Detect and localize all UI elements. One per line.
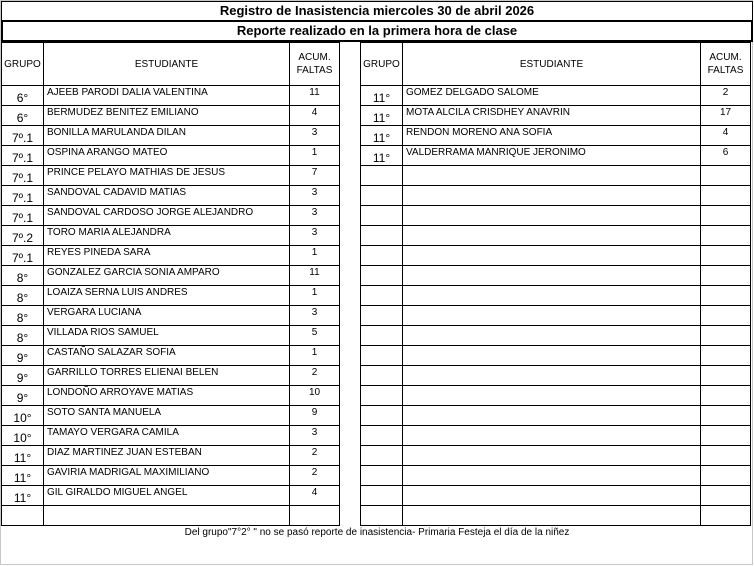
table-row — [2, 226, 751, 246]
student-name: TORO MARIA ALEJANDRA — [44, 226, 290, 246]
header-absences-right: ACUM. FALTAS — [701, 43, 751, 86]
student-group: 11° — [2, 446, 44, 466]
student-name — [403, 426, 701, 446]
table-row — [2, 366, 751, 386]
student-group: 8° — [2, 266, 44, 286]
footer-note: Del grupo"7°2° " no se pasó reporte de inasistencia- Primaria Festeja el día de la niñez — [184, 527, 570, 538]
student-group — [361, 266, 403, 286]
absence-count: 4 — [290, 486, 340, 506]
student-name: DIAZ MARTINEZ JUAN ESTEBAN — [44, 446, 290, 466]
absence-count: 5 — [290, 326, 340, 346]
student-group — [361, 186, 403, 206]
student-group — [361, 466, 403, 486]
table-row — [2, 506, 751, 526]
column-spacer — [340, 406, 361, 426]
student-group — [361, 346, 403, 366]
student-name — [403, 406, 701, 426]
absence-count: 9 — [290, 406, 340, 426]
table-row — [2, 346, 751, 366]
header-absences-left: ACUM. FALTAS — [290, 43, 340, 86]
student-group: 9° — [2, 386, 44, 406]
student-group: 11° — [361, 86, 403, 106]
header-student-right: ESTUDIANTE — [403, 43, 701, 86]
student-name: SANDOVAL CARDOSO JORGE ALEJANDRO — [44, 206, 290, 226]
student-name — [403, 466, 701, 486]
student-name: AJEEB PARODI DALIA VALENTINA — [44, 86, 290, 106]
student-group: 11° — [2, 466, 44, 486]
absence-count — [701, 406, 751, 426]
attendance-table — [1, 42, 751, 526]
absence-count: 1 — [290, 246, 340, 266]
column-spacer — [340, 426, 361, 446]
student-group — [361, 406, 403, 426]
student-name — [403, 266, 701, 286]
student-name — [403, 446, 701, 466]
absence-count: 1 — [290, 146, 340, 166]
column-spacer — [340, 166, 361, 186]
student-name: GIL GIRALDO MIGUEL ANGEL — [44, 486, 290, 506]
student-name — [403, 226, 701, 246]
absence-count — [701, 366, 751, 386]
table-row — [2, 146, 751, 166]
absence-count — [701, 506, 751, 526]
student-name — [403, 346, 701, 366]
table-row — [2, 426, 751, 446]
student-name — [403, 326, 701, 346]
student-group: 10° — [2, 426, 44, 446]
student-group — [2, 506, 44, 526]
student-name: VALDERRAMA MANRIQUE JERONIMO — [403, 146, 701, 166]
student-name — [44, 506, 290, 526]
student-group — [361, 286, 403, 306]
table-row — [2, 266, 751, 286]
student-group: 7º.1 — [2, 246, 44, 266]
student-name — [403, 506, 701, 526]
absence-count: 3 — [290, 206, 340, 226]
student-group — [361, 446, 403, 466]
header-row — [2, 43, 751, 86]
absence-count: 2 — [701, 86, 751, 106]
absence-count: 3 — [290, 306, 340, 326]
absence-count: 1 — [290, 286, 340, 306]
column-spacer — [340, 446, 361, 466]
table-row — [2, 326, 751, 346]
absence-count: 3 — [290, 226, 340, 246]
table-row — [2, 246, 751, 266]
student-group: 8° — [2, 306, 44, 326]
absence-count: 3 — [290, 426, 340, 446]
student-name — [403, 486, 701, 506]
student-group: 7º.1 — [2, 166, 44, 186]
absence-count — [701, 466, 751, 486]
column-spacer — [340, 186, 361, 206]
table-row — [2, 126, 751, 146]
absence-count — [701, 446, 751, 466]
column-spacer — [340, 306, 361, 326]
table-row — [2, 186, 751, 206]
absence-count — [701, 206, 751, 226]
absence-count: 10 — [290, 386, 340, 406]
student-name: GOMEZ DELGADO SALOME — [403, 86, 701, 106]
column-spacer — [340, 266, 361, 286]
student-group: 9° — [2, 366, 44, 386]
absence-count: 6 — [701, 146, 751, 166]
column-spacer — [340, 486, 361, 506]
absence-count — [701, 186, 751, 206]
student-group — [361, 386, 403, 406]
student-name — [403, 246, 701, 266]
student-name — [403, 386, 701, 406]
page-subtitle: Reporte realizado en la primera hora de clase — [1, 21, 753, 42]
absence-count — [701, 486, 751, 506]
absence-count: 4 — [290, 106, 340, 126]
student-group — [361, 486, 403, 506]
absence-count: 2 — [290, 466, 340, 486]
column-spacer — [340, 106, 361, 126]
student-name: LOAIZA SERNA LUIS ANDRES — [44, 286, 290, 306]
student-name: MOTA ALCILA CRISDHEY ANAVRIN — [403, 106, 701, 126]
student-group: 11° — [361, 106, 403, 126]
student-group: 6° — [2, 86, 44, 106]
column-spacer — [340, 206, 361, 226]
absence-count: 7 — [290, 166, 340, 186]
absence-count: 2 — [290, 446, 340, 466]
column-spacer — [340, 226, 361, 246]
student-group: 8° — [2, 286, 44, 306]
student-group: 7º.1 — [2, 126, 44, 146]
absence-count: 2 — [290, 366, 340, 386]
student-name — [403, 186, 701, 206]
absence-count — [701, 166, 751, 186]
student-name: REYES PINEDA SARA — [44, 246, 290, 266]
student-name — [403, 306, 701, 326]
student-group: 7º.1 — [2, 146, 44, 166]
student-group: 11° — [2, 486, 44, 506]
student-name: OSPINA ARANGO MATEO — [44, 146, 290, 166]
table-row — [2, 386, 751, 406]
student-name: CASTAÑO SALAZAR SOFIA — [44, 346, 290, 366]
student-group: 7º.1 — [2, 206, 44, 226]
student-group — [361, 226, 403, 246]
column-spacer — [340, 366, 361, 386]
student-name: PRINCE PELAYO MATHIAS DE JESUS — [44, 166, 290, 186]
header-group-right: GRUPO — [361, 43, 403, 86]
student-name: BERMUDEZ BENITEZ EMILIANO — [44, 106, 290, 126]
student-name: RENDON MORENO ANA SOFIA — [403, 126, 701, 146]
student-name: TAMAYO VERGARA CAMILA — [44, 426, 290, 446]
column-spacer — [340, 386, 361, 406]
student-name: SOTO SANTA MANUELA — [44, 406, 290, 426]
student-name: SANDOVAL CADAVID MATIAS — [44, 186, 290, 206]
absence-count: 11 — [290, 266, 340, 286]
absence-count: 17 — [701, 106, 751, 126]
student-group — [361, 426, 403, 446]
student-name: LONDOÑO ARROYAVE MATIAS — [44, 386, 290, 406]
table-row — [2, 286, 751, 306]
table-row — [2, 466, 751, 486]
absence-count — [701, 386, 751, 406]
student-name: BONILLA MARULANDA DILAN — [44, 126, 290, 146]
student-name — [403, 166, 701, 186]
student-group: 11° — [361, 146, 403, 166]
table-row — [2, 446, 751, 466]
student-name — [403, 366, 701, 386]
column-spacer — [340, 506, 361, 526]
student-group: 10° — [2, 406, 44, 426]
table-row — [2, 86, 751, 106]
column-spacer — [340, 43, 361, 86]
table-row — [2, 166, 751, 186]
student-group — [361, 166, 403, 186]
column-spacer — [340, 146, 361, 166]
header-group-left: GRUPO — [2, 43, 44, 86]
absence-count — [701, 346, 751, 366]
column-spacer — [340, 326, 361, 346]
table-row — [2, 306, 751, 326]
student-name: VILLADA RIOS SAMUEL — [44, 326, 290, 346]
table-row — [2, 406, 751, 426]
table-row — [2, 206, 751, 226]
student-group: 9° — [2, 346, 44, 366]
student-name: GONZALEZ GARCIA SONIA AMPARO — [44, 266, 290, 286]
student-name — [403, 286, 701, 306]
page-title: Registro de Inasistencia miercoles 30 de abril 2026 — [1, 1, 753, 21]
student-group: 7º.2 — [2, 226, 44, 246]
student-group — [361, 326, 403, 346]
absence-count — [701, 266, 751, 286]
absence-count — [701, 286, 751, 306]
column-spacer — [340, 466, 361, 486]
student-group — [361, 206, 403, 226]
student-group: 8° — [2, 326, 44, 346]
absence-count — [701, 246, 751, 266]
table-row — [2, 486, 751, 506]
absence-count — [290, 506, 340, 526]
absence-count: 3 — [290, 186, 340, 206]
student-name: VERGARA LUCIANA — [44, 306, 290, 326]
table-row — [2, 106, 751, 126]
column-spacer — [340, 246, 361, 266]
column-spacer — [340, 86, 361, 106]
absence-count: 3 — [290, 126, 340, 146]
header-student-left: ESTUDIANTE — [44, 43, 290, 86]
absence-count — [701, 226, 751, 246]
student-group — [361, 366, 403, 386]
student-group: 11° — [361, 126, 403, 146]
student-group — [361, 506, 403, 526]
column-spacer — [340, 286, 361, 306]
absence-count: 11 — [290, 86, 340, 106]
student-group: 6° — [2, 106, 44, 126]
student-group — [361, 246, 403, 266]
student-group — [361, 306, 403, 326]
column-spacer — [340, 126, 361, 146]
student-name — [403, 206, 701, 226]
student-group: 7º.1 — [2, 186, 44, 206]
absence-count — [701, 426, 751, 446]
absence-count — [701, 306, 751, 326]
absence-count — [701, 326, 751, 346]
absence-count: 1 — [290, 346, 340, 366]
student-name: GARRILLO TORRES ELIENAI BELEN — [44, 366, 290, 386]
column-spacer — [340, 346, 361, 366]
absence-count: 4 — [701, 126, 751, 146]
student-name: GAVIRIA MADRIGAL MAXIMILIANO — [44, 466, 290, 486]
